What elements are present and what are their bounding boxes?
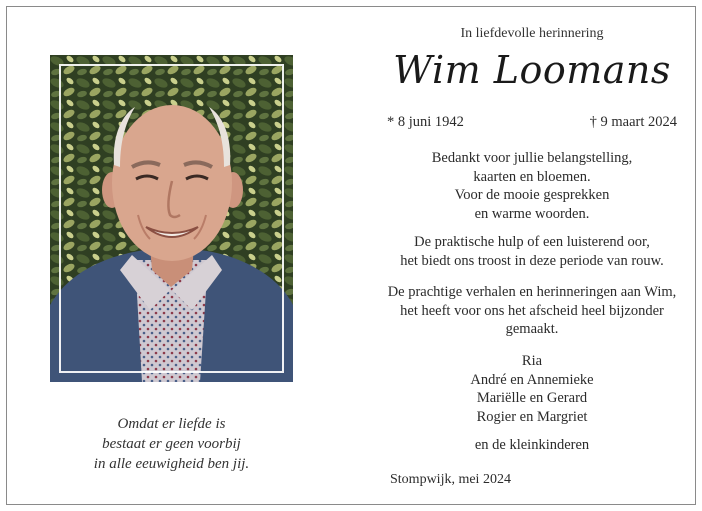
- family-member: André en Annemieke: [470, 371, 594, 388]
- paragraph-line: het biedt ons troost in deze periode van rouw.: [400, 252, 664, 269]
- paragraph-line: Voor de mooie gesprekken: [454, 187, 610, 203]
- poem-line: Omdat er liefde is: [117, 416, 226, 432]
- family-member: Ria: [521, 353, 543, 369]
- portrait-illustration: [50, 55, 293, 382]
- intro-text: In liefdevolle herinnering: [460, 26, 604, 41]
- thanks-paragraph: [387, 149, 677, 223]
- poem: [50, 414, 293, 474]
- life-dates: [387, 114, 677, 131]
- poem-line: bestaat er geen voorbij: [102, 436, 241, 452]
- family-names: [387, 352, 677, 426]
- place-date: Stompwijk, mei 2024: [390, 472, 511, 487]
- paragraph-line: Bedankt voor jullie belangstelling,: [431, 150, 633, 166]
- birth-date: * 8 juni 1942: [387, 114, 464, 130]
- family-member: Mariëlle en Gerard: [476, 390, 588, 406]
- paragraph-line: De prachtige verhalen en herinneringen aan Wim,: [387, 284, 677, 300]
- death-date: † 9 maart 2024: [589, 114, 677, 130]
- paragraph-line: De praktische hulp of een luisterend oor,: [414, 234, 650, 250]
- poem-line: in alle eeuwigheid ben jij.: [93, 456, 250, 472]
- grandchildren: en de kleinkinderen: [474, 437, 590, 453]
- deceased-name: Wim Loomans: [393, 48, 671, 92]
- memorial-card: [6, 6, 696, 505]
- paragraph-line: gemaakt.: [505, 321, 559, 337]
- paragraph-line: en warme woorden.: [474, 205, 590, 222]
- portrait-photo: [50, 55, 293, 382]
- memories-paragraph: [387, 283, 677, 339]
- family-member: Rogier en Margriet: [476, 408, 588, 425]
- support-paragraph: [387, 233, 677, 270]
- paragraph-line: kaarten en bloemen.: [473, 168, 591, 185]
- paragraph-line: het heeft voor ons het afscheid heel bijzonder: [400, 302, 664, 319]
